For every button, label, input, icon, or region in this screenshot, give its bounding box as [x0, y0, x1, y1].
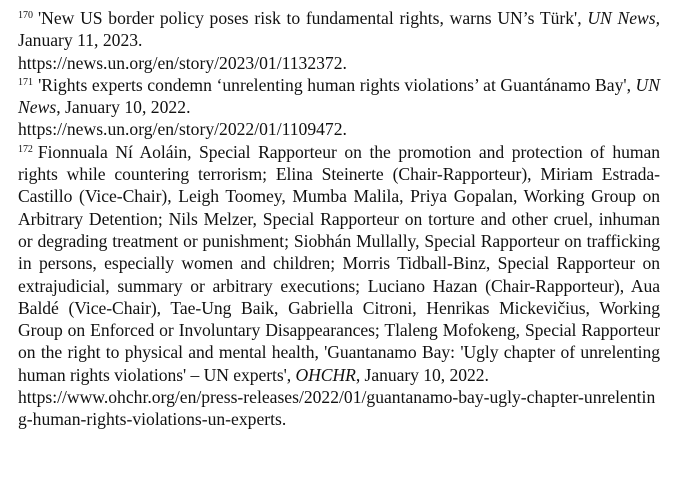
- footnote-url[interactable]: https://www.ohchr.org/en/press-releases/2022/01/guantanamo-bay-ugly-chapter-unrelenting-human-rights-violations-un-experts.: [18, 387, 656, 430]
- footnote-text: [18, 141, 660, 386]
- footnote-170: [18, 7, 660, 74]
- footnote-title: Fionnuala Ní Aoláin, Special Rapporteur on the promotion and protection of human rights while countering terrorism; Elina Steinerte (Chair-Rapporteur), Miriam Estrada-Castillo (Vice-Chair), Leigh Toomey, Mumba Malila, Priya Gopalan, Working Group on Arbitrary Detention; Nils Melzer, Special Rapporteur on torture and other cruel, inhuman or degrading treatment or punishment; Siobhán Mullally, Special Rapporteur on trafficking in persons, especially women and children; Morris Tidball-Binz, Special Rapporteur on extrajudicial, summary or arbitrary executions; Luciano Hazan (Chair-Rapporteur), Aua Baldé (Vice-Chair), Tae-Ung Baik, Gabriella Citroni, Henrikas Mickevičius, Working Group on Enforced or Involuntary Disappearances; Tlaleng Mofokeng, Special Rapporteur on the right to physical and mental health, 'Guantanamo Bay: 'Ugly chapter of unrelenting human rights violations' – UN experts',: [18, 141, 660, 385]
- footnote-text: [18, 74, 660, 119]
- footnote-date: , January 10, 2022.: [56, 97, 191, 118]
- footnote-number: 172: [18, 143, 33, 155]
- footnote-source: UN News,: [587, 8, 660, 28]
- footnote-number: 170: [18, 10, 33, 21]
- footnote-title: 'New US border policy poses risk to fundamental rights, warns UN’s Türk',: [38, 8, 588, 28]
- footnote-title: 'Rights experts condemn ‘unrelenting human rights violations’ at Guantánamo Bay',: [38, 74, 636, 95]
- footnote-url[interactable]: https://news.un.org/en/story/2023/01/1132372.: [18, 52, 347, 73]
- footnote-text: [18, 7, 660, 52]
- footnote-number: 171: [18, 76, 34, 88]
- footnote-source: UN News: [18, 74, 660, 118]
- footnote-url[interactable]: https://news.un.org/en/story/2022/01/1109472.: [18, 119, 347, 140]
- footnote-172: [18, 141, 660, 431]
- footnote-date: January 11, 2023.: [18, 30, 143, 51]
- footnote-date: , January 10, 2022.: [355, 364, 489, 385]
- footnote-171: [18, 74, 660, 141]
- footnote-source: OHCHR: [295, 364, 356, 385]
